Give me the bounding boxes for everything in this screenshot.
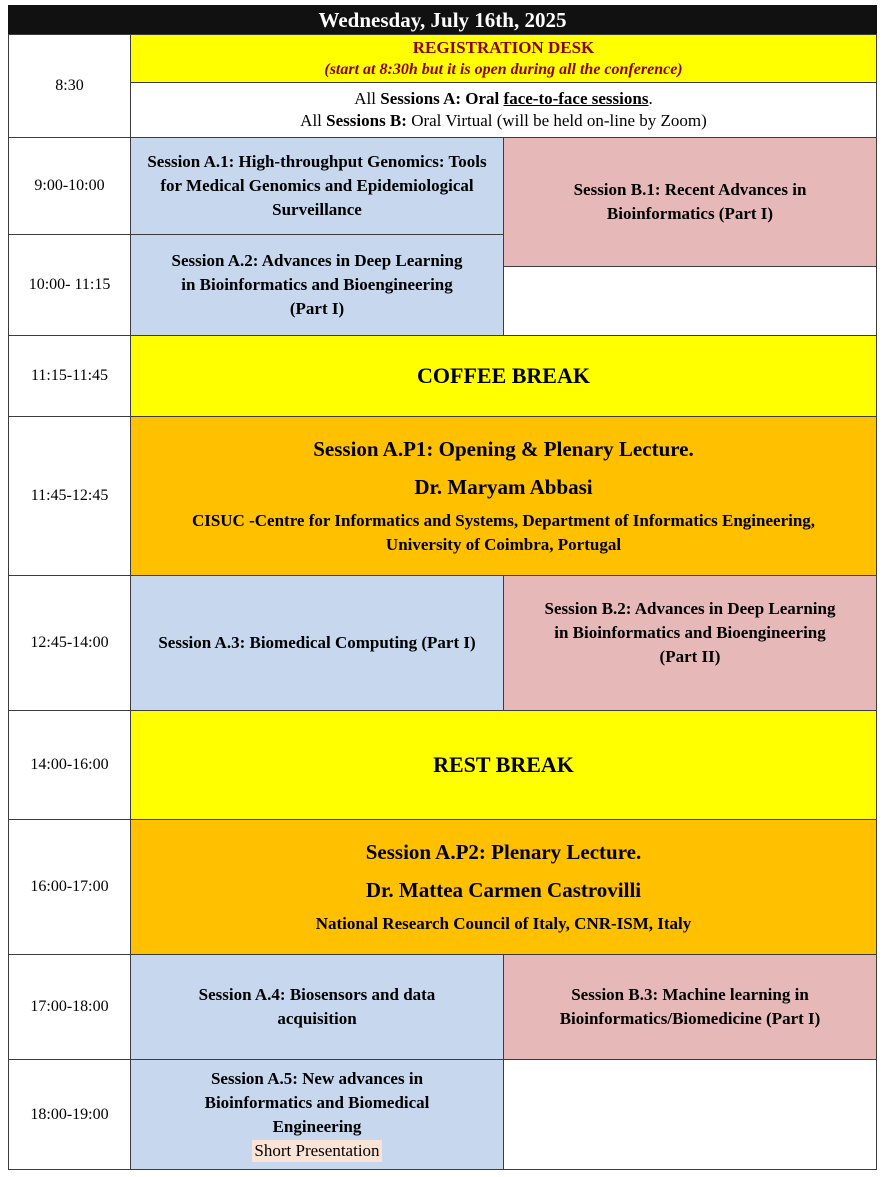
time-cell-1600 xyxy=(8,819,131,955)
time-cell-1700 xyxy=(8,954,131,1060)
time-label: 16:00-17:00 xyxy=(30,878,109,895)
empty-cell xyxy=(503,1059,877,1170)
plenary-1-affiliation: CISUC -Centre for Informatics and Systems, Department of Informatics Engineering, University of Coimbra, Portugal xyxy=(191,511,816,554)
plenary-2-affiliation: National Research Council of Italy, CNR-ISM, Italy xyxy=(315,914,692,933)
empty-cell xyxy=(503,266,877,336)
registration-title: REGISTRATION DESK xyxy=(412,37,595,57)
time-label: 12:45-14:00 xyxy=(30,634,109,651)
session-b3 xyxy=(503,954,877,1060)
time-label: 8:30 xyxy=(55,77,84,94)
session-a5-title: Session A.5: New advances in Bioinformatics and Biomedical Engineering xyxy=(204,1069,430,1136)
plenary-2-title: Session A.P2: Plenary Lecture. xyxy=(365,840,642,864)
time-cell-0900 xyxy=(8,137,131,235)
plenary-1 xyxy=(130,416,877,576)
session-b1 xyxy=(503,137,877,267)
time-cell-1245 xyxy=(8,575,131,711)
session-a1-title: Session A.1: High-throughput Genomics: Tools for Medical Genomics and Epidemiological Surveillance xyxy=(147,152,487,219)
plenary-1-speaker: Dr. Maryam Abbasi xyxy=(414,475,593,499)
rest-break xyxy=(130,710,877,820)
coffee-break xyxy=(130,335,877,417)
day-title: Wednesday, July 16th, 2025 xyxy=(318,7,567,32)
time-cell-1400 xyxy=(8,710,131,820)
plenary-2-speaker: Dr. Mattea Carmen Castrovilli xyxy=(365,878,642,902)
time-label: 11:15-11:45 xyxy=(30,367,109,384)
session-a4 xyxy=(130,954,504,1060)
time-cell-1800 xyxy=(8,1059,131,1170)
time-label: 14:00-16:00 xyxy=(30,756,109,773)
rest-break-label: REST BREAK xyxy=(433,752,574,777)
session-a2 xyxy=(130,234,504,336)
short-presentation-badge: Short Presentation xyxy=(254,1141,380,1160)
session-b2 xyxy=(503,575,877,711)
session-a3-title: Session A.3: Biomedical Computing (Part I) xyxy=(158,633,476,652)
time-cell-1000 xyxy=(8,234,131,336)
session-a5 xyxy=(130,1059,504,1170)
session-a1 xyxy=(130,137,504,235)
session-type-info xyxy=(130,82,877,138)
session-b3-title: Session B.3: Machine learning in Bioinformatics/Biomedicine (Part I) xyxy=(559,985,821,1028)
session-a2-title: Session A.2: Advances in Deep Learning in Bioinformatics and Bioengineering (Part I) xyxy=(171,251,463,318)
plenary-2 xyxy=(130,819,877,955)
info-sessions-b: All Sessions B: Oral Virtual (will be held on-line by Zoom) xyxy=(300,111,707,130)
time-cell-0830 xyxy=(8,34,131,138)
time-label: 10:00- 11:15 xyxy=(28,276,111,293)
time-label: 11:45-12:45 xyxy=(30,487,109,504)
time-label: 17:00-18:00 xyxy=(30,998,109,1015)
time-cell-1145 xyxy=(8,416,131,576)
time-label: 9:00-10:00 xyxy=(34,177,105,194)
registration-desk xyxy=(130,34,877,83)
session-b2-title: Session B.2: Advances in Deep Learning in Bioinformatics and Bioengineering (Part II) xyxy=(544,599,836,666)
info-sessions-a: All Sessions A: Oral face-to-face sessions. xyxy=(354,89,653,108)
session-a3 xyxy=(130,575,504,711)
session-b1-title: Session B.1: Recent Advances in Bioinformatics (Part I) xyxy=(573,180,807,223)
coffee-break-label: COFFEE BREAK xyxy=(417,363,590,388)
time-cell-1115 xyxy=(8,335,131,417)
session-a4-title: Session A.4: Biosensors and data acquisition xyxy=(198,985,436,1028)
day-header xyxy=(8,5,877,35)
time-label: 18:00-19:00 xyxy=(30,1105,109,1123)
registration-subtitle: (start at 8:30h but it is open during all the conference) xyxy=(324,60,683,78)
plenary-1-title: Session A.P1: Opening & Plenary Lecture. xyxy=(313,437,694,461)
